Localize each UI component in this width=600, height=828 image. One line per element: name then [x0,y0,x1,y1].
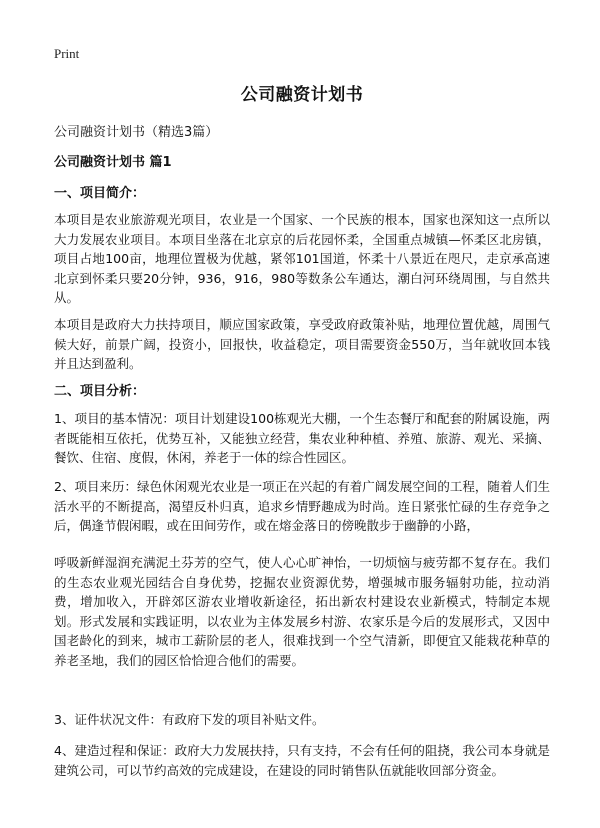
paragraph-analysis-2: 2、项目来历：绿色休闲观光农业是一项正在兴起的有着广阔发展空间的工程，随着人们生活水平的不断提高，渴望反朴归真，追求乡情野趣成为时尚。连日紧张忙碌的生存竞争之后，偶逢节假闲暇，或在田间劳作，或在熔金落日的傍晚散步于幽静的小路， [54,479,550,533]
paragraph-intro-2: 本项目是政府大力扶持项目，顺应国家政策，享受政府政策补贴，地理位置优越，周围气候大好，前景广阔，投资小，回报快，收益稳定，项目需要资金550万，当年就收回本钱并且达到盈利。 [54,317,550,371]
document-subtitle: 公司融资计划书（精选3篇） [54,125,219,140]
page-title: 公司融资计划书 [240,85,364,105]
section-heading-intro: 一、项目简介： [54,186,146,201]
paragraph-analysis-4: 3、证件状况文件：有政府下发的项目补贴文件。 [54,712,325,727]
paragraph-analysis-3: 呼吸新鲜湿润充满泥土芬芳的空气，使人心心旷神怡，一切烦恼与疲劳都不复存在。我们的生态农业观光园结合自身优势，挖掘农业资源优势，增强城市服务辐射功能，拉动消费，增加收入，开辟郊区游农业增收新途径，拓出新农村建设农业新模式，特制定本规划。形式发展和实践证明，以农业为主体发展乡村游、农家乐是今后的发展形式，又因中国老龄化的到来，城市工薪阶层的老人，很难找到一个空气清新，即便宜又能栽花种草的养老圣地，我们的园区恰恰迎合他们的需要。 [54,555,550,668]
print-link[interactable]: Print [54,46,80,61]
paragraph-analysis-1: 1、项目的基本情况：项目计划建设100栋观光大棚，一个生态餐厅和配套的附属设施，两者既能相互依托，优势互补，又能独立经营，集农业种种植、养殖、旅游、观光、采摘、餐饮、住宿、度假，休闲，养老于一体的综合性园区。 [54,411,550,465]
article-heading: 公司融资计划书 篇1 [54,155,172,170]
paragraph-analysis-5: 4、建造过程和保证：政府大力发展扶持，只有支持，不会有任何的阻挠，我公司本身就是建筑公司，可以节约高效的完成建设，在建设的同时销售队伍就能收回部分资金。 [54,743,550,778]
paragraph-intro-1: 本项目是农业旅游观光项目，农业是一个国家、一个民族的根本，国家也深知这一点所以大力发展农业项目。本项目坐落在北京京的后花园怀柔，全国重点城镇—怀柔区北房镇，项目占地100亩，地理位置极为优越，紧邻101国道，怀柔十八景近在咫尺，走京承高速北京到怀柔只要20分钟，936，916，980等数条公车通达，潮白河环绕周围，与自然共从。 [54,212,550,305]
section-heading-analysis: 二、项目分析： [54,384,146,399]
